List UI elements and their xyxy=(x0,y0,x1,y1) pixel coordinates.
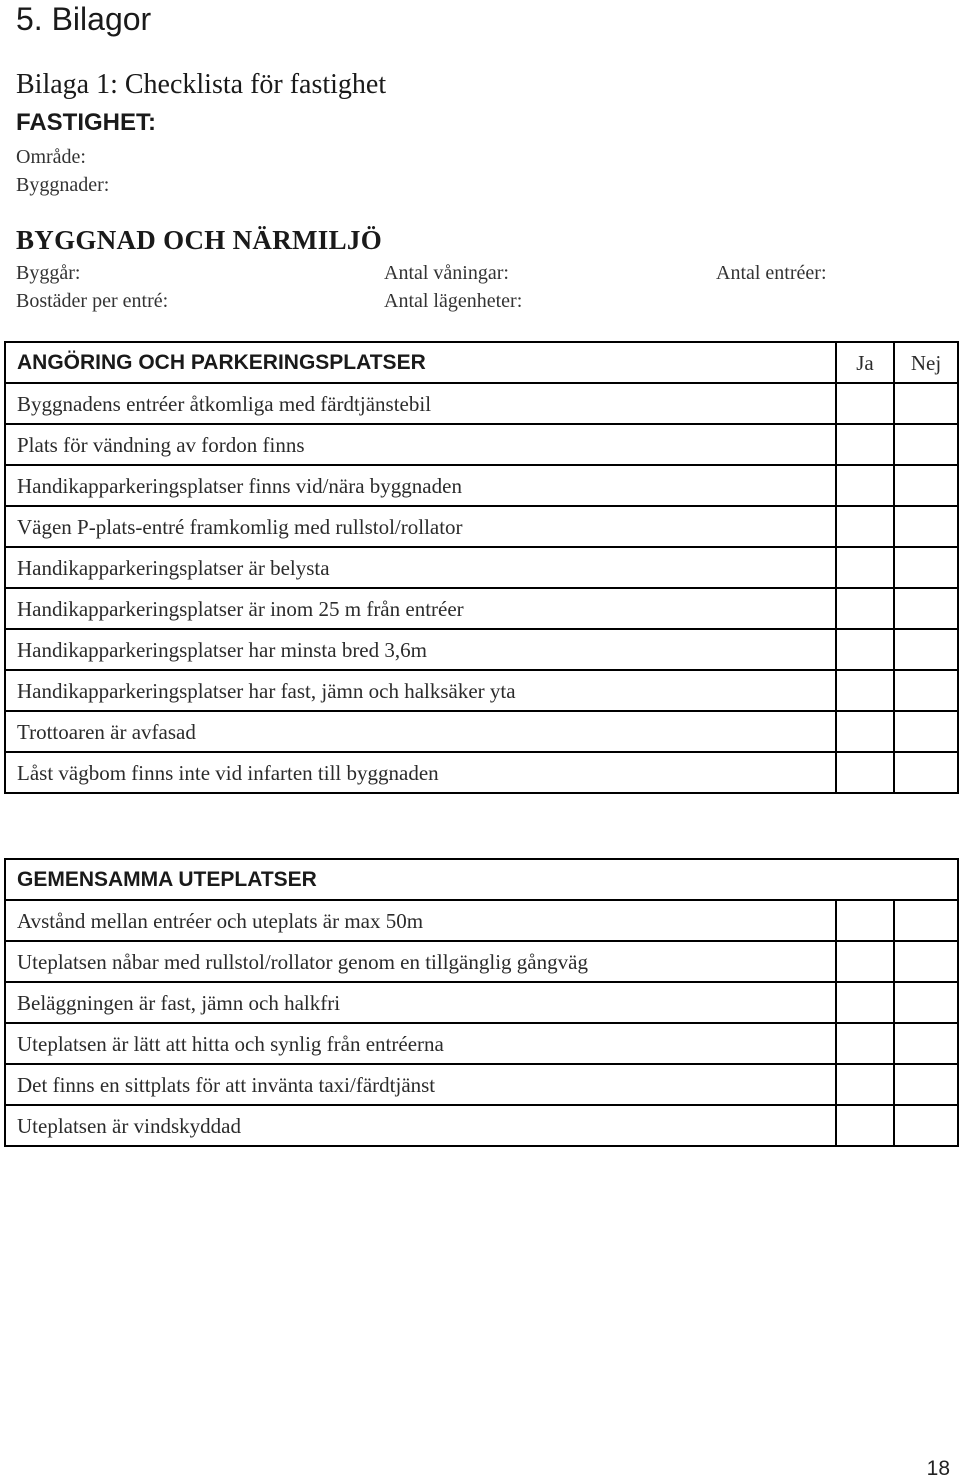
checklist-row xyxy=(5,941,958,982)
checklist-item-label: Handikapparkeringsplatser har fast, jämn och halksäker yta xyxy=(5,670,836,711)
checklist-item-label: Handikapparkeringsplatser är belysta xyxy=(5,547,836,588)
checklist-row xyxy=(5,1023,958,1064)
checklist-item-label: Uteplatsen nåbar med rullstol/rollator genom en tillgänglig gångväg xyxy=(5,941,836,982)
yes-checkbox-cell[interactable] xyxy=(836,465,894,506)
checklist-item-label: Handikapparkeringsplatser har minsta bred 3,6m xyxy=(5,629,836,670)
buildings-label: Byggnader: xyxy=(16,174,110,196)
building-heading: BYGGNAD OCH NÄRMILJÖ xyxy=(16,225,383,255)
yes-checkbox-cell[interactable] xyxy=(836,900,894,941)
yes-checkbox-cell[interactable] xyxy=(836,629,894,670)
checklist-item-label: Trottoaren är avfasad xyxy=(5,711,836,752)
yes-checkbox-cell[interactable] xyxy=(836,670,894,711)
yes-column-header: Ja xyxy=(836,342,894,383)
section-title: 5. Bilagor xyxy=(16,1,152,37)
checklist-row xyxy=(5,383,958,424)
yes-checkbox-cell[interactable] xyxy=(836,424,894,465)
yes-checkbox-cell[interactable] xyxy=(836,1105,894,1146)
checklist-item-label: Avstånd mellan entréer och uteplats är max 50m xyxy=(5,900,836,941)
checklist-item-label: Byggnadens entréer åtkomliga med färdtjänstebil xyxy=(5,383,836,424)
page-number: 18 xyxy=(926,1457,950,1480)
homes-per-entrance-label: Bostäder per entré: xyxy=(16,290,169,312)
checklist-item-label: Uteplatsen är vindskyddad xyxy=(5,1105,836,1146)
no-column-header: Nej xyxy=(894,342,958,383)
no-checkbox-cell[interactable] xyxy=(894,1023,958,1064)
outdoor-header-row xyxy=(5,859,958,900)
no-checkbox-cell[interactable] xyxy=(894,941,958,982)
area-label: Område: xyxy=(16,146,86,168)
checklist-row xyxy=(5,711,958,752)
checklist-item-label: Beläggningen är fast, jämn och halkfri xyxy=(5,982,836,1023)
entrances-label: Antal entréer: xyxy=(716,262,827,284)
yes-checkbox-cell[interactable] xyxy=(836,506,894,547)
no-checkbox-cell[interactable] xyxy=(894,900,958,941)
checklist-row xyxy=(5,629,958,670)
checklist-row xyxy=(5,424,958,465)
property-heading: FASTIGHET: xyxy=(16,109,157,136)
yes-checkbox-cell[interactable] xyxy=(836,588,894,629)
parking-checklist-table xyxy=(4,341,959,794)
no-checkbox-cell[interactable] xyxy=(894,547,958,588)
yes-checkbox-cell[interactable] xyxy=(836,1064,894,1105)
checklist-row xyxy=(5,1105,958,1146)
no-checkbox-cell[interactable] xyxy=(894,670,958,711)
yes-checkbox-cell[interactable] xyxy=(836,1023,894,1064)
bilaga-title: Bilaga 1: Checklista för fastighet xyxy=(16,69,387,100)
checklist-item-label: Vägen P-plats-entré framkomlig med rullstol/rollator xyxy=(5,506,836,547)
checklist-row xyxy=(5,982,958,1023)
checklist-item-label: Uteplatsen är lätt att hitta och synlig från entréerna xyxy=(5,1023,836,1064)
yes-checkbox-cell[interactable] xyxy=(836,547,894,588)
parking-header-row xyxy=(5,342,958,383)
outdoor-checklist-table xyxy=(4,858,959,1147)
no-checkbox-cell[interactable] xyxy=(894,711,958,752)
checklist-row xyxy=(5,465,958,506)
yes-checkbox-cell[interactable] xyxy=(836,383,894,424)
checklist-row xyxy=(5,547,958,588)
checklist-row xyxy=(5,506,958,547)
no-checkbox-cell[interactable] xyxy=(894,752,958,793)
checklist-item-label: Det finns en sittplats för att invänta taxi/färdtjänst xyxy=(5,1064,836,1105)
no-checkbox-cell[interactable] xyxy=(894,424,958,465)
yes-checkbox-cell[interactable] xyxy=(836,982,894,1023)
no-checkbox-cell[interactable] xyxy=(894,383,958,424)
no-checkbox-cell[interactable] xyxy=(894,1064,958,1105)
yes-checkbox-cell[interactable] xyxy=(836,941,894,982)
checklist-row xyxy=(5,670,958,711)
checklist-row xyxy=(5,588,958,629)
no-checkbox-cell[interactable] xyxy=(894,1105,958,1146)
yes-checkbox-cell[interactable] xyxy=(836,752,894,793)
checklist-row xyxy=(5,900,958,941)
outdoor-heading: GEMENSAMMA UTEPLATSER xyxy=(5,859,958,900)
no-checkbox-cell[interactable] xyxy=(894,506,958,547)
apartments-label: Antal lägenheter: xyxy=(384,290,523,312)
checklist-item-label: Plats för vändning av fordon finns xyxy=(5,424,836,465)
parking-heading: ANGÖRING OCH PARKERINGSPLATSER xyxy=(5,342,836,383)
no-checkbox-cell[interactable] xyxy=(894,982,958,1023)
year-label: Byggår: xyxy=(16,262,81,284)
no-checkbox-cell[interactable] xyxy=(894,588,958,629)
checklist-item-label: Handikapparkeringsplatser är inom 25 m från entréer xyxy=(5,588,836,629)
checklist-row xyxy=(5,1064,958,1105)
checklist-row xyxy=(5,752,958,793)
floors-label: Antal våningar: xyxy=(384,262,509,284)
checklist-item-label: Låst vägbom finns inte vid infarten till byggnaden xyxy=(5,752,836,793)
yes-checkbox-cell[interactable] xyxy=(836,711,894,752)
no-checkbox-cell[interactable] xyxy=(894,465,958,506)
no-checkbox-cell[interactable] xyxy=(894,629,958,670)
checklist-item-label: Handikapparkeringsplatser finns vid/nära byggnaden xyxy=(5,465,836,506)
